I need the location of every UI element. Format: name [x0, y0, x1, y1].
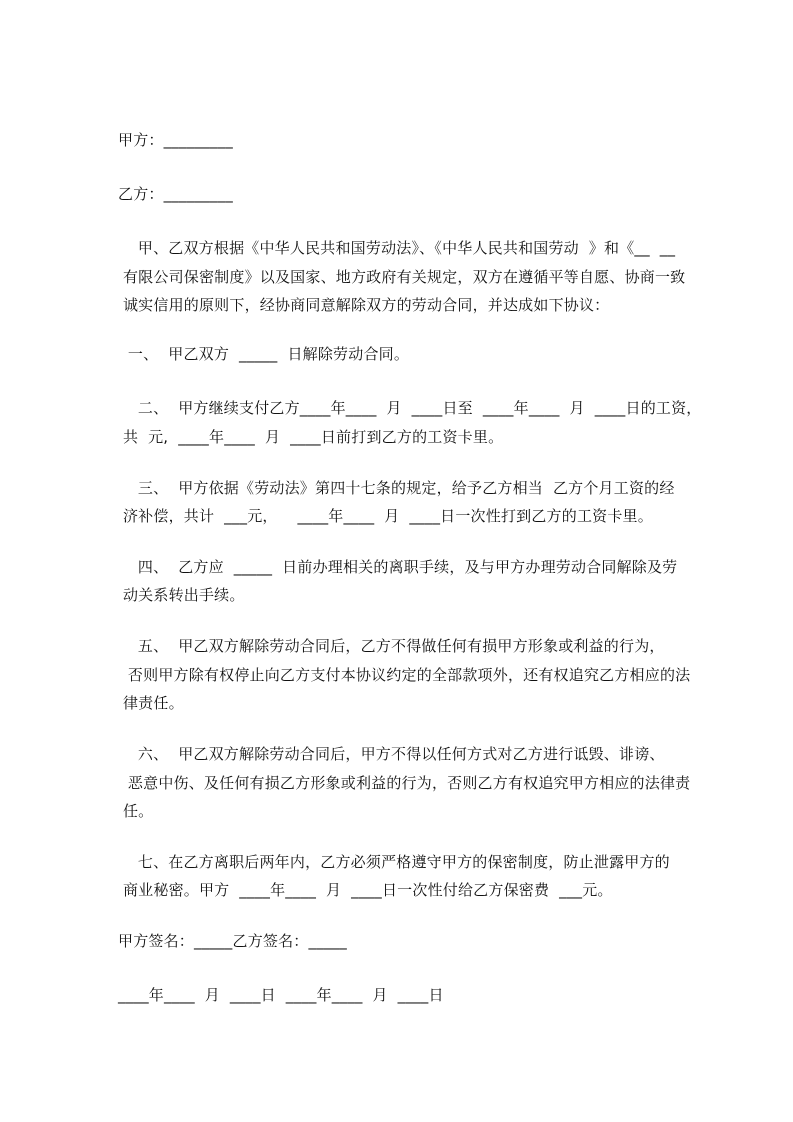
- clause-5-line-3: 律责任。: [118, 694, 184, 712]
- clause-5-line-1: 五、 甲乙双方解除劳动合同后，乙方不得做任何有损甲方形象或利益的行为，: [118, 637, 665, 655]
- clause-2-line-1: 二、 甲方继续支付乙方____年____ 月 ____日至 ____年____ 月 ____日的工资，: [118, 399, 702, 417]
- clause-6-line-3: 任。: [118, 802, 154, 820]
- date-line: ____年____ 月 ____日 ____年____ 月 ____日: [118, 986, 444, 1004]
- signature-line: 甲方签名：_____乙方签名：_____: [118, 932, 348, 950]
- clause-7-line-1: 七、在乙方离职后两年内，乙方必须严格遵守甲方的保密制度，防止泄露甲方的: [118, 853, 670, 871]
- clause-5-line-2: 否则甲方除有权停止向乙方支付本协议约定的全部款项外，还有权追究乙方相应的法: [118, 666, 691, 684]
- clause-4-line-1: 四、 乙方应 _____ 日前办理相关的离职手续，及与甲方办理劳动合同解除及劳: [118, 558, 678, 576]
- intro-line-2: 有限公司保密制度》以及国家、地方政府有关规定，双方在遵循平等自愿、协商一致: [118, 268, 686, 286]
- party-b-line: 乙方：_________: [118, 185, 233, 203]
- clause-1-line-1: 一、 甲乙双方 _____ 日解除劳动合同。: [118, 345, 410, 363]
- party-a-line: 甲方：_________: [118, 131, 233, 149]
- clause-6-line-1: 六、 甲乙双方解除劳动合同后，甲方不得以任何方式对乙方进行诋毁、诽谤、: [118, 745, 665, 763]
- clause-3-line-1: 三、 甲方依据《劳动法》第四十七条的规定，给予乙方相当 乙方个月工资的经: [118, 479, 675, 497]
- clause-2-line-2: 共 元, ____年____ 月 ____日前打到乙方的工资卡里。: [118, 428, 504, 446]
- clause-4-line-2: 动关系转出手续。: [118, 586, 245, 604]
- clause-6-line-2: 恶意中伤、及任何有损乙方形象或利益的行为，否则乙方有权追究甲方相应的法律责: [118, 774, 691, 792]
- clause-7-line-2: 商业秘密。甲方 ____年____ 月 ____日一次性付给乙方保密费 ___元。: [118, 881, 613, 899]
- intro-line-3: 诚实信用的原则下，经协商同意解除双方的劳动合同，并达成如下协议：: [118, 296, 610, 314]
- clause-3-line-2: 济补偿，共计 ___元， ____年____ 月 ____日一次性打到乙方的工资卡里。: [118, 507, 653, 525]
- intro-line-1: 甲、乙双方根据《中华人民共和国劳动法》、《中华人民共和国劳动 》和《__ __: [118, 239, 676, 257]
